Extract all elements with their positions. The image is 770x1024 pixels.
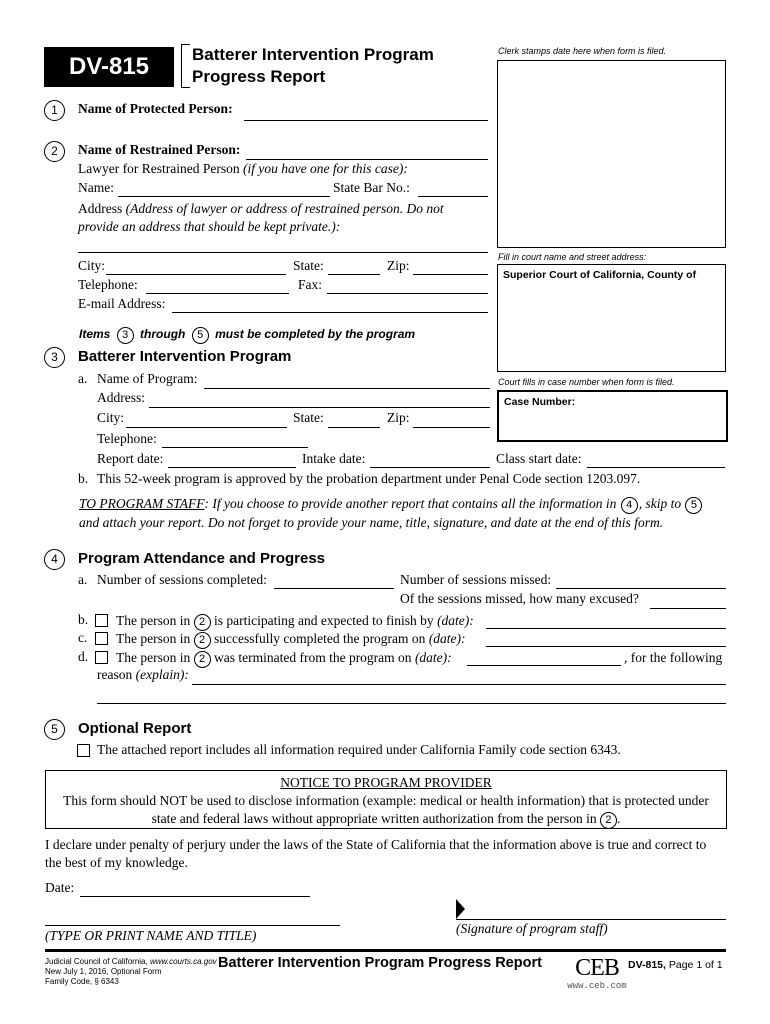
sessions-completed-label: Number of sessions completed: [97,572,267,587]
items-note-5-badge: 5 [192,327,209,344]
program-telephone-field[interactable] [162,447,308,448]
declaration-line1: I declare under penalty of perjury under the laws of the State of California that the information above is true and correct to [45,837,707,852]
lawyer-name-label: Name: [78,180,114,195]
date-label: Date: [45,880,75,895]
s4-c-person-in: The person in [116,631,191,646]
finish-date-field[interactable] [486,628,726,629]
item-3-badge: 3 [44,347,65,368]
form-id-box [44,47,174,87]
s4-b-person-in: The person in [116,613,191,628]
notice-ref-badge: 2 [600,812,617,829]
ceb-logo-mark: CEB [575,955,619,981]
form-title-bracket [181,44,190,88]
email-field[interactable] [172,312,488,313]
declaration-line2: the best of my knowledge. [45,855,188,870]
program-staff-text1: : If you choose to provide another report that contains all the information in [204,496,617,511]
s4-c-marker: c. [78,630,88,645]
lawyer-name-field[interactable] [118,196,330,197]
section-4-title: Program Attendance and Progress [78,550,326,567]
s4-d-person-in: The person in [116,650,191,665]
notice-line2 [46,810,726,829]
item-5-badge: 5 [44,719,65,740]
items-note-mid: through [140,327,186,341]
clerk-note: Clerk stamps date here when form is filed. [498,46,667,56]
clerk-stamp-box [497,60,726,248]
s3-b-text: This 52-week program is approved by the probation department under Penal Code section 1203.097. [97,471,641,486]
footer-form-no: DV-815, [628,959,666,971]
name-title-label: (TYPE OR PRINT NAME AND TITLE) [45,928,257,943]
footer-title: Batterer Intervention Program Progress Report [218,955,542,971]
footer-page [628,959,723,971]
lawyer-note: (if you have one for this case): [242,161,408,176]
class-start-label: Class start date: [496,451,582,466]
s4-d-text: was terminated from the program on [213,650,412,665]
reason-field-1[interactable] [192,684,726,685]
completion-date-field[interactable] [486,646,726,647]
s4-d-ref-badge: 2 [194,651,211,668]
address-note: (Address of lawyer or address of restrained person. Do not provide an address that should be kept private.): [78,201,444,234]
court-note: Fill in court name and street address: [498,252,647,262]
program-telephone-label: Telephone: [97,431,157,446]
program-state-label: State: [293,410,324,425]
notice-line2-text: state and federal laws without appropriate written authorization from the person in [151,811,597,826]
termination-date-field[interactable] [467,665,621,666]
s4-d-line [116,649,452,668]
s4-b-text: is participating and expected to finish by [213,613,434,628]
s4-d-date: (date): [414,650,452,665]
declaration [45,836,735,872]
lawyer-label [78,161,408,177]
section-3-title: Batterer Intervention Program [78,348,292,365]
program-city-label: City: [97,410,125,425]
completed-checkbox[interactable] [95,632,108,645]
telephone-label: Telephone: [78,277,138,292]
state-bar-label: State Bar No.: [333,180,410,195]
s4-a-marker: a. [78,572,88,587]
court-box[interactable] [497,264,726,372]
lawyer-text: Lawyer for Restrained Person [78,161,240,176]
fax-label: Fax: [298,277,323,292]
report-date-label: Report date: [97,451,164,466]
program-staff-text2: , skip to [638,496,682,511]
participating-checkbox[interactable] [95,614,108,627]
reason-label [97,667,189,683]
signature-arrow-icon [456,899,465,919]
zip-label: Zip: [387,258,410,273]
reason-explain: (explain): [135,667,189,682]
footer-code: Family Code, § 6343 [45,977,119,986]
name-title-field[interactable] [45,925,340,926]
program-address-field[interactable] [149,407,490,408]
staff-note-5-badge: 5 [685,497,702,514]
items-note-post: must be completed by the program [215,327,416,341]
restrained-person-label: Name of Restrained Person: [78,142,241,157]
s4-b-marker: b. [78,612,89,627]
email-label: E-mail Address: [78,296,166,311]
optional-report-checkbox[interactable] [77,744,90,757]
sessions-missed-field[interactable] [556,588,726,589]
state-field[interactable] [328,274,380,275]
zip-field[interactable] [413,274,488,275]
section-5-title: Optional Report [78,720,192,737]
s4-b-ref-badge: 2 [194,614,211,631]
form-id: DV-815 [68,53,150,80]
ceb-logo-url: www.ceb.com [567,981,627,991]
restrained-person-field[interactable] [246,159,488,160]
s4-d-marker: d. [78,649,89,664]
program-state-field[interactable] [328,427,380,428]
footer-rule [45,949,726,952]
s4-b-date: (date): [437,613,474,628]
footer-url[interactable]: www.courts.ca.gov [149,957,217,966]
city-field[interactable] [106,274,286,275]
address-label [78,200,478,236]
state-bar-field[interactable] [418,196,488,197]
form-title [192,44,434,88]
reason-field-2[interactable] [97,703,726,704]
program-city-field[interactable] [126,427,287,428]
s3-a-marker: a. [78,371,88,386]
program-zip-label: Zip: [387,410,410,425]
report-date-field[interactable] [168,467,296,468]
city-label: City: [78,258,106,273]
class-start-field[interactable] [587,467,725,468]
item-2-badge: 2 [44,141,65,162]
sessions-excused-label: Of the sessions missed, how many excused? [400,591,639,606]
reason-text: reason [97,667,133,682]
s4-d-follow: , for the following [624,650,723,665]
ceb-logo [567,955,627,991]
item-1-badge: 1 [44,100,65,121]
case-note: Court fills in case number when form is filed. [498,377,675,387]
telephone-field[interactable] [146,293,289,294]
item-4-badge: 4 [44,549,65,570]
program-staff-text3: and attach your report. Do not forget to provide your name, title, signature, and date at the end of this form. [79,515,664,530]
protected-person-label: Name of Protected Person: [78,101,233,116]
footer-jc-line [45,957,217,967]
sessions-excused-field[interactable] [650,608,726,609]
program-name-label: Name of Program: [97,371,198,386]
program-name-field[interactable] [204,388,490,389]
case-number-box[interactable] [497,390,728,442]
protected-person-field[interactable] [244,120,488,121]
address-field[interactable] [78,252,488,253]
optional-report-text: The attached report includes all information required under California Family code section 6343. [97,742,621,757]
signature-label: (Signature of program staff) [456,921,608,936]
notice-line1: This form should NOT be used to disclose information (example: medical or health information) that is protected under [63,793,709,808]
notice-box [45,770,727,829]
program-zip-field[interactable] [413,427,490,428]
staff-note-4-badge: 4 [621,497,638,514]
intake-date-label: Intake date: [302,451,366,466]
s4-b-line [116,612,474,631]
form-title-line1: Batterer Intervention Program [192,45,434,64]
s3-b-marker: b. [78,471,89,486]
program-staff-note [79,495,729,532]
court-label: Superior Court of California, County of [503,269,697,281]
address-text: Address [78,201,123,216]
intake-date-field[interactable] [370,467,490,468]
footer-left [45,957,217,987]
case-number-label: Case Number: [504,396,576,408]
form-title-line2: Progress Report [192,67,326,86]
date-field[interactable] [80,896,310,897]
fax-field[interactable] [327,293,488,294]
items-note [79,325,415,344]
notice-title: NOTICE TO PROGRAM PROVIDER [280,775,492,790]
footer-jc: Judicial Council of California, [45,957,148,966]
signature-field[interactable] [456,919,726,920]
s4-c-line [116,630,466,649]
program-address-label: Address: [97,390,145,405]
s4-c-ref-badge: 2 [194,632,211,649]
footer-page-number: Page 1 of 1 [668,959,723,971]
s4-c-date: (date): [428,631,466,646]
s4-c-text: successfully completed the program on [213,631,426,646]
notice-end: . [616,811,621,826]
program-staff-label: TO PROGRAM STAFF [79,496,205,511]
sessions-missed-label: Number of sessions missed: [400,572,552,587]
terminated-checkbox[interactable] [95,651,108,664]
sessions-completed-field[interactable] [274,588,394,589]
items-note-pre: Items [79,327,111,341]
footer-rev: New July 1, 2016, Optional Form [45,967,162,976]
items-note-3-badge: 3 [117,327,134,344]
state-label: State: [293,258,324,273]
